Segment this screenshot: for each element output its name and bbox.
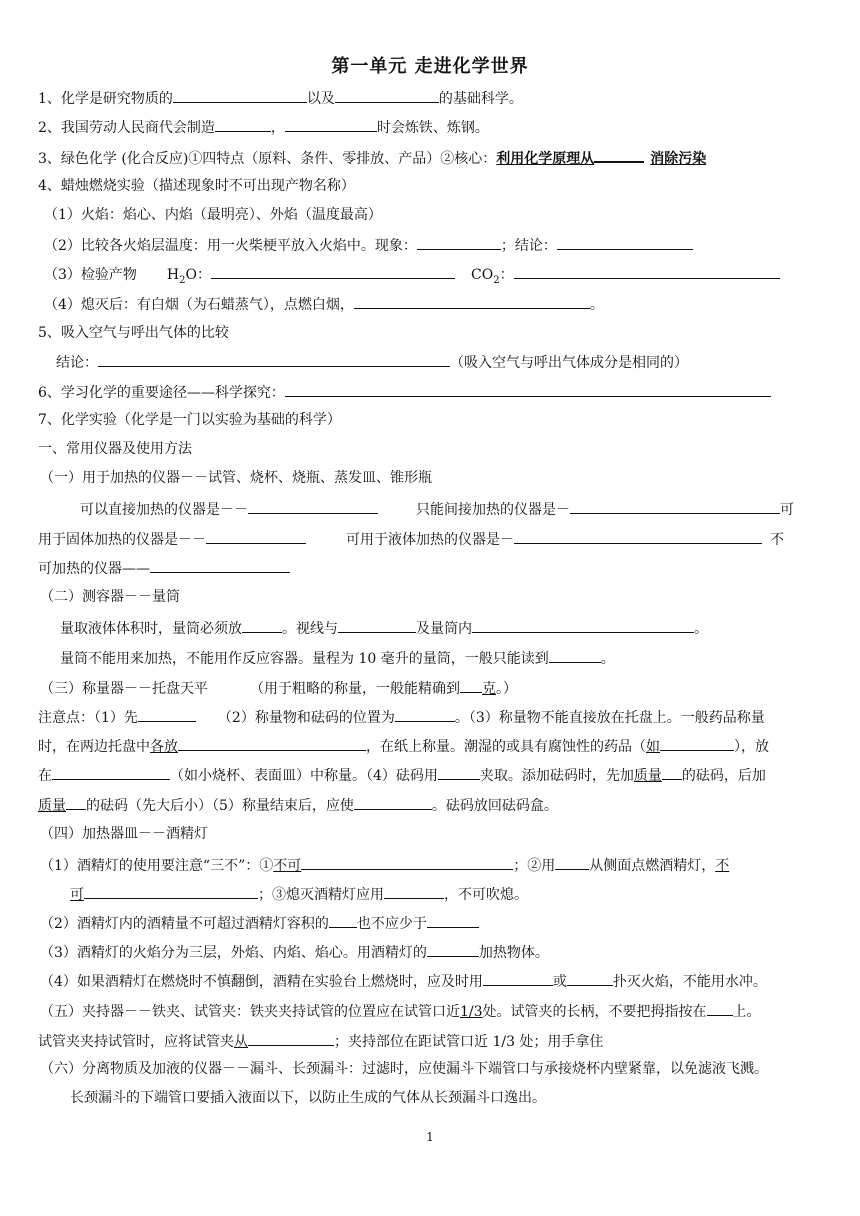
line-7: （3）检验产物 $H_2O$： $CO_2$： xyxy=(44,262,830,284)
line-19: 量取液体体积时，量筒必须放 。视线与 及量筒内 。 xyxy=(60,616,846,638)
fill-blank[interactable] xyxy=(567,969,613,986)
line-22: 注意点：（1）先 （2）称量物和砝码的位置为 。（3）称量物不能直接放在托盘上。一般药品称量 xyxy=(38,705,824,727)
line-6: （2）比较各火焰层温度：用一火柴梗平放入火焰中。现象： ；结论： xyxy=(44,233,830,255)
line-33: 试管夹夹持试管时，应将试管夹从 ；夹持部位在距试管口近 1/3 处；用手拿住 xyxy=(38,1029,824,1051)
line-21: （三）称量器－－托盘天平 （用于粗略的称量，一般能精确到 克。） xyxy=(40,676,826,698)
line-10: 结论： （吸入空气与呼出气体成分是相同的） xyxy=(56,350,842,372)
fill-blank[interactable] xyxy=(395,705,455,722)
fill-blank[interactable] xyxy=(173,86,307,103)
fill-blank[interactable] xyxy=(555,853,589,870)
fill-blank[interactable] xyxy=(438,763,480,780)
fill-blank[interactable] xyxy=(84,882,258,899)
line-16: 用于固体加热的仪器是－－ 可用于液体加热的仪器是－ 不 xyxy=(38,527,824,549)
fill-blank[interactable] xyxy=(472,616,694,633)
line-34: （六）分离物质及加液的仪器－－漏斗、长颈漏斗：过滤时，应使漏斗下端管口与承接烧杯内壁紧靠，以免滤液飞溅。 xyxy=(40,1061,768,1077)
line-27: （1）酒精灯的使用要注意“三不”：①不可 ；②用 从侧面点燃酒精灯，不 xyxy=(40,853,826,875)
fill-blank[interactable] xyxy=(384,882,444,899)
fill-blank[interactable] xyxy=(150,556,290,573)
fill-blank[interactable] xyxy=(707,999,733,1016)
fill-blank[interactable] xyxy=(417,233,501,250)
line-25: 质量 的砝码（先大后小）（5）称量结束后，应使 。砝码放回砝码盒。 xyxy=(38,793,824,815)
line-4: 4、蜡烛燃烧实验（描述现象时不可出现产物名称） xyxy=(38,178,355,194)
line-9: 5、吸入空气与呼出气体的比较 xyxy=(38,325,229,341)
fill-blank[interactable] xyxy=(514,262,780,279)
fill-blank[interactable] xyxy=(52,763,170,780)
fill-blank[interactable] xyxy=(427,940,479,957)
fill-blank[interactable] xyxy=(354,793,432,810)
fill-blank[interactable] xyxy=(460,676,482,693)
line-5: （1）火焰：焰心、内焰（最明亮）、外焰（温度最高） xyxy=(44,207,382,223)
line-8: （4）熄灭后：有白烟（为石蜡蒸气），点燃白烟， 。 xyxy=(44,292,830,314)
line-14: （一）用于加热的仪器－－试管、烧杯、烧瓶、蒸发皿、锥形瓶 xyxy=(40,470,432,486)
line-13: 一、常用仪器及使用方法 xyxy=(38,441,192,457)
fill-blank[interactable] xyxy=(98,350,450,367)
fill-blank[interactable] xyxy=(138,705,196,722)
line-30: （3）酒精灯的火焰分为三层，外焰、内焰、焰心。用酒精灯的 加热物体。 xyxy=(40,940,826,962)
fill-blank[interactable] xyxy=(66,793,86,810)
fill-blank[interactable] xyxy=(335,86,439,103)
fill-blank[interactable] xyxy=(248,1029,334,1046)
line-20: 量筒不能用来加热，不能用作反应容器。量程为 10 毫升的量筒，一般只能读到 。 xyxy=(60,646,846,668)
line-35: 长颈漏斗的下端管口要插入液面以下，以防止生成的气体从长颈漏斗口逸出。 xyxy=(70,1090,546,1106)
fill-blank[interactable] xyxy=(301,853,513,870)
line-3: 3、绿色化学 (化合反应)①四特点（原料、条件、零排放、产品）②核心：利用化学原理从 消除污染 xyxy=(38,145,824,167)
line-17: 可加热的仪器—— xyxy=(38,556,824,578)
line-1: 1、化学是研究物质的 以及 的基础科学。 xyxy=(38,86,824,108)
fill-blank[interactable] xyxy=(514,527,762,544)
fill-blank[interactable] xyxy=(594,145,644,163)
fill-blank[interactable] xyxy=(285,115,377,132)
fill-blank[interactable] xyxy=(338,616,416,633)
line-32: （五）夹持器－－铁夹、试管夹：铁夹夹持试管的位置应在试管口近1/3处。试管夹的长柄，不要把拇指按在 上。 xyxy=(40,999,826,1021)
fill-blank[interactable] xyxy=(211,262,455,279)
line-18: （二）测容器－－量筒 xyxy=(40,589,180,605)
fill-blank[interactable] xyxy=(549,646,601,663)
line-24: 在 （如小烧杯、表面皿）中称量。（4）砝码用 夹取。添加砝码时，先加质量 的砝码，后加 xyxy=(38,763,824,785)
line-12: 7、化学实验（化学是一门以实验为基础的科学） xyxy=(38,412,341,428)
fill-blank[interactable] xyxy=(215,115,271,132)
line-28: 可 ；③熄灭酒精灯应用 ，不可吹熄。 xyxy=(70,882,856,904)
fill-blank[interactable] xyxy=(662,763,682,780)
line-11: 6、学习化学的重要途径——科学探究： xyxy=(38,380,824,402)
fill-blank[interactable] xyxy=(660,734,734,751)
fill-blank[interactable] xyxy=(285,380,771,397)
line-15: 可以直接加热的仪器是－－ 只能间接加热的仪器是－ 可 xyxy=(80,497,860,519)
fill-blank[interactable] xyxy=(329,911,357,928)
fill-blank[interactable] xyxy=(248,497,378,514)
fill-blank[interactable] xyxy=(242,616,282,633)
fill-blank[interactable] xyxy=(557,233,693,250)
page-number: 1 xyxy=(426,1130,434,1144)
line-29: （2）酒精灯内的酒精量不可超过酒精灯容积的 也不应少于 xyxy=(40,911,826,933)
fill-blank[interactable] xyxy=(427,911,479,928)
fill-blank[interactable] xyxy=(354,292,590,309)
fill-blank[interactable] xyxy=(570,497,780,514)
fill-blank[interactable] xyxy=(483,969,553,986)
line-31: （4）如果酒精灯在燃烧时不慎翻倒，酒精在实验台上燃烧时，应及时用 或 扑灭火焰，不能用水冲。 xyxy=(40,969,826,991)
line-2: 2、我国劳动人民商代会制造 ， 时会炼铁、炼钢。 xyxy=(38,115,824,137)
line-23: 时，在两边托盘中各放 ，在纸上称量。潮湿的或具有腐蚀性的药品（如 ），放 xyxy=(38,734,824,756)
fill-blank[interactable] xyxy=(206,527,306,544)
fill-blank[interactable] xyxy=(178,734,366,751)
page-title: 第一单元 走进化学世界 xyxy=(331,56,529,77)
line-26: （四）加热器皿－－酒精灯 xyxy=(40,826,208,842)
